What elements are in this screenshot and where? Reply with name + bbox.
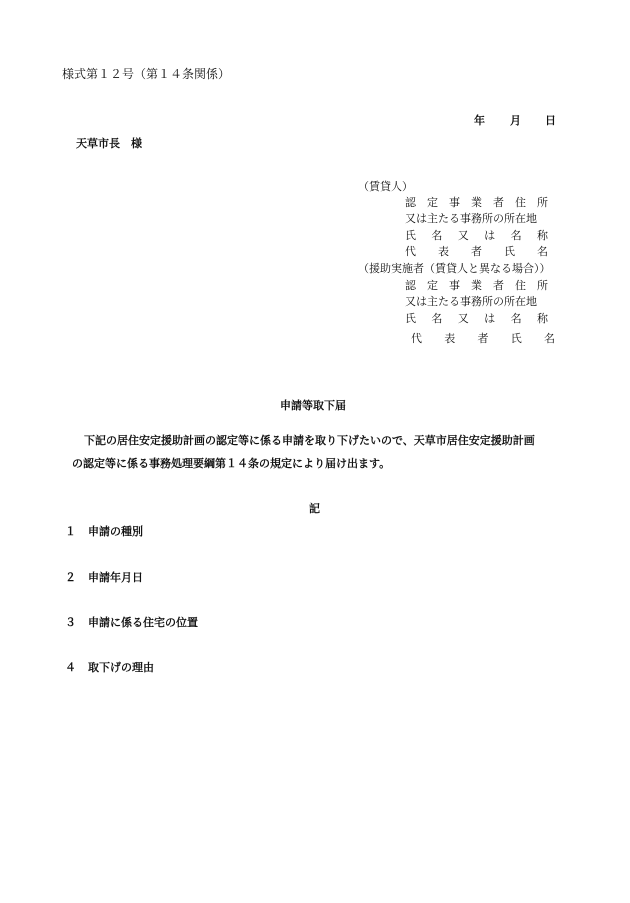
char: 所: [537, 196, 548, 209]
char: 事: [449, 196, 460, 209]
support-name-line: [405, 313, 548, 324]
char: 所: [537, 279, 548, 292]
lessor-heading: （賃貸人）: [358, 180, 413, 193]
char: 名: [537, 245, 548, 258]
char: 業: [471, 279, 482, 292]
date-day: 日: [545, 114, 556, 127]
item-label: 申請に係る住宅の位置: [88, 616, 198, 629]
char: 表: [444, 332, 456, 345]
lessor-name-line: [405, 230, 548, 241]
item-number: ２: [65, 571, 76, 584]
date-year: 年: [474, 114, 485, 127]
char: 氏: [405, 229, 416, 242]
char: 者: [493, 279, 504, 292]
char: 氏: [504, 245, 515, 258]
char: 認: [405, 279, 416, 292]
char: 表: [438, 245, 449, 258]
char: 称: [536, 229, 548, 242]
char: 者: [493, 196, 504, 209]
lessor-rep-line: [405, 246, 548, 257]
ki-heading: 記: [309, 502, 320, 515]
char: 名: [510, 312, 522, 325]
item-label: 取下げの理由: [88, 661, 154, 674]
char: 住: [515, 196, 526, 209]
char: 名: [431, 312, 443, 325]
support-office-line: 又は主たる事務所の所在地: [405, 295, 537, 308]
char: は: [484, 229, 496, 242]
char: 氏: [405, 312, 416, 325]
body-line-1: 下記の居住安定援助計画の認定等に係る申請を取り下げたいので、天草市居住安定援助計画: [84, 434, 535, 447]
char: 定: [427, 196, 438, 209]
char: 認: [405, 196, 416, 209]
char: 者: [471, 245, 482, 258]
support-rep-line: [411, 333, 555, 344]
char: 称: [536, 312, 548, 325]
char: 名: [544, 332, 555, 345]
lessor-address-line: [405, 197, 548, 208]
char: 者: [477, 332, 489, 345]
char: 氏: [510, 332, 522, 345]
form-number: 様式第１２号（第１４条関係）: [62, 67, 231, 81]
char: 代: [411, 332, 422, 345]
char: 代: [405, 245, 416, 258]
char: 定: [427, 279, 438, 292]
item-number: １: [65, 525, 76, 538]
item-number: ４: [65, 661, 76, 674]
char: 住: [515, 279, 526, 292]
addressee: 天草市長 様: [76, 137, 142, 150]
char: 又: [457, 312, 469, 325]
body-line-2: の認定等に係る事務処理要綱第１４条の規定により届け出ます。: [72, 457, 391, 470]
document-title: 申請等取下届: [280, 399, 346, 412]
char: 名: [510, 229, 522, 242]
date-month: 月: [510, 114, 521, 127]
char: 事: [449, 279, 460, 292]
lessor-office-line: 又は主たる事務所の所在地: [405, 212, 537, 225]
char: 業: [471, 196, 482, 209]
item-label: 申請の種別: [88, 525, 143, 538]
item-label: 申請年月日: [88, 571, 143, 584]
item-number: ３: [65, 616, 76, 629]
char: は: [484, 312, 496, 325]
support-address-line: [405, 280, 548, 291]
char: 名: [431, 229, 443, 242]
char: 又: [457, 229, 469, 242]
support-heading: （援助実施者（賃貸人と異なる場合））: [358, 262, 551, 275]
